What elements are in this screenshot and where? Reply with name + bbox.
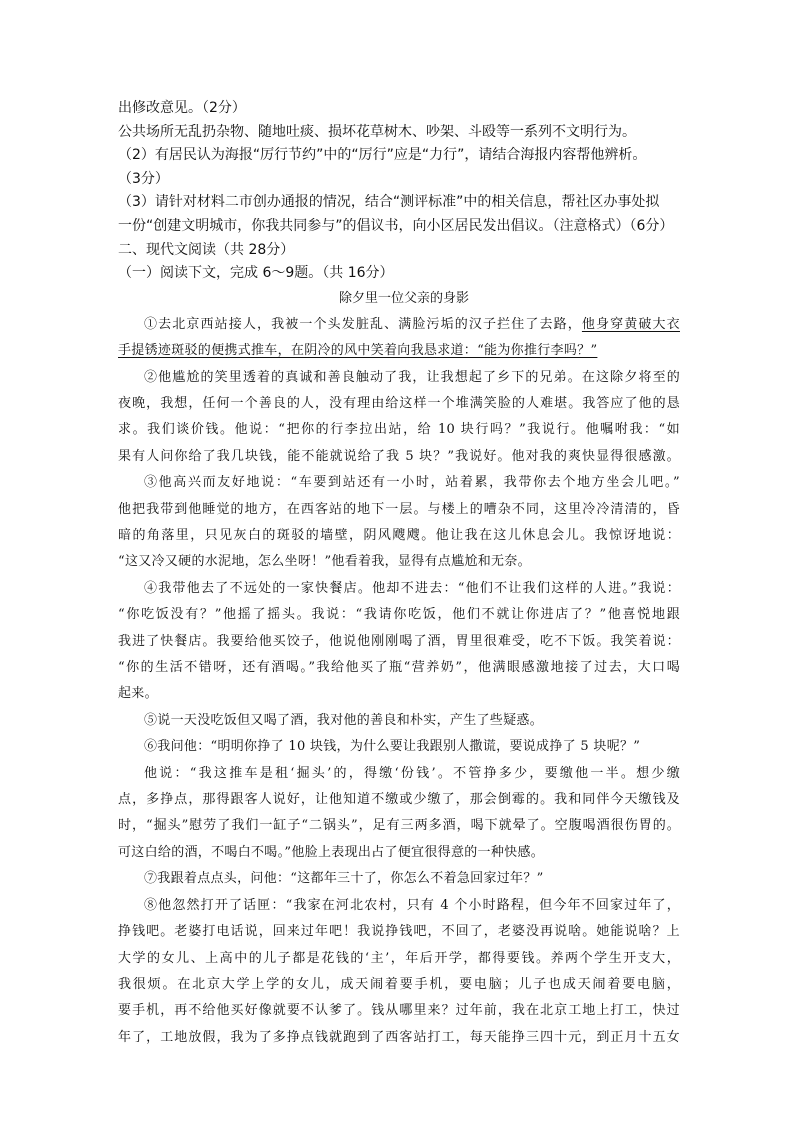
question-3-line-2: 一份“创建文明城市，你我共同参与”的倡议书，向小区居民发出倡议。（注意格式）（6分） xyxy=(118,217,674,234)
paragraph-4-line-3: 我进了快餐店。我要给他买饺子，他说他刚刚喝了酒，胃里很难受，吃不下饭。我笑着说： xyxy=(118,633,680,649)
article-title: 除夕里一位父亲的身影 xyxy=(338,290,469,306)
paragraph-3-line-3: 暗的角落里，只见灰白的斑驳的墙壁，阴风飕飕。他让我在这儿休息会儿。我惊讶地说： xyxy=(118,528,680,543)
underlined-phrase: 他身穿黄破大衣 xyxy=(581,316,680,332)
question-2-line-1: （2）有居民认为海报“厉行节约”中的“厉行”应是“力行”，请结合海报内容帮他辨析。 xyxy=(118,147,647,164)
paragraph-2-line-2: 夜晚，我想，任何一个善良的人，没有理由给这样一个堆满笑脸的人难堪。我答应了他的恳 xyxy=(118,395,680,411)
paragraph-6-line-2: 他说：“我这推车是租‘掘头’的，得缴‘份钱’。不管挣多少，要缴他一半。想少缴 xyxy=(144,765,680,781)
question-1-tail: 出修改意见。（2分） xyxy=(118,100,246,116)
paragraph-8-line-3: 大学的女儿、上高中的儿子都是花钱的‘主’，年后开学，都得要钱。养两个学生开支大， xyxy=(118,950,680,966)
paragraph-8-line-1: ⑧他忽然打开了话匣：“我家在河北农村，只有 4 个小时路程，但今年不回家过年了， xyxy=(144,897,680,913)
underlined-phrase-continued: 手提锈迹斑驳的便携式推车，在阴冷的风中笑着向我恳求道：“能为你推行李吗？” xyxy=(118,343,598,359)
paragraph-1-text: ①去北京西站接人，我被一个头发脏乱、满脸污垢的汉子拦住了去路， xyxy=(144,316,582,332)
paragraph-5-line-1: ⑤说一天没吃饭但又喝了酒，我对他的善良和朴实，产生了些疑惑。 xyxy=(144,712,544,728)
paragraph-8-line-2: 挣钱吧。老婆打电话说，回来过年吧！我说挣钱吧，不回了，老婆没再说啥。她能说啥？上 xyxy=(118,924,680,940)
paragraph-3-line-2: 他把我带到他睡觉的地方，在西客站的地下一层。与楼上的嘈杂不同，这里冷冷清清的，昏 xyxy=(118,501,680,517)
paragraph-4-line-2: “你吃饭没有？”他摇了摇头。我说：“我请你吃饭，他们不就让你进店了？”他喜悦地跟 xyxy=(118,607,680,623)
section-sub-heading: （一）阅读下文，完成 6～9题。（共 16分） xyxy=(118,265,394,282)
paragraph-6-line-3: 点，多挣点，那得跟客人说好，让他知道不缴或少缴了，那会倒霉的。我和同伴今天缴钱及 xyxy=(118,792,680,808)
question-2-line-2: （3分） xyxy=(118,170,169,187)
paragraph-4-line-4: “你的生活不错呀，还有酒喝。”我给他买了瓶“营养奶”，他满眼感激地接了过去，大口喝 xyxy=(118,660,680,676)
document-page xyxy=(118,96,680,1051)
paragraph-2-line-3: 求。我们谈价钱。他说：“把你的行李拉出站，给 10 块行吗？”我说行。他嘱咐我：“如 xyxy=(118,422,680,438)
paragraph-8-line-4: 我很烦。在北京大学上学的女儿，成天闹着要手机，要电脑；儿子也成天闹着要电脑， xyxy=(118,976,680,992)
paragraph-6-line-4: 时，“掘头”慰劳了我们一缸子“二锅头”，足有三两多酒，喝下就晕了。空腹喝酒很伤胃的。 xyxy=(118,818,680,834)
paragraph-8-line-5: 要手机，再不给他买好像就要不认爹了。钱从哪里来？过年前，我在北京工地上打工，快过 xyxy=(118,1003,680,1019)
question-1-sentence: 公共场所无乱扔杂物、随地吐痰、损坏花草树木、吵架、斗殴等一系列不文明行为。 xyxy=(118,123,636,140)
paragraph-2-line-1: ②他尴尬的笑里透着的真诚和善良触动了我，让我想起了乡下的兄弟。在这除夕将至的 xyxy=(144,369,680,385)
paragraph-3-line-1: ③他高兴而友好地说：“车要到站还有一小时，站着累，我带你去个地方坐会儿吧。” xyxy=(144,475,680,491)
paragraph-1-line-2 xyxy=(118,338,680,364)
paragraph-7-line-1: ⑦我跟着点点头，问他：“这都年三十了，你怎么不着急回家过年？” xyxy=(144,871,544,887)
paragraph-6-line-5: 可这白给的酒，不喝白不喝。”他脸上表现出占了便宜很得意的一种快感。 xyxy=(118,844,545,860)
paragraph-6-line-1: ⑥我问他：“明明你挣了 10 块钱，为什么要让我跟别人撒谎，要说成挣了 5 块呢？” xyxy=(144,739,641,755)
paragraph-1-line-1 xyxy=(118,312,680,338)
paragraph-3-line-4: “这又冷又硬的水泥地，怎么坐呀！”他看着我，显得有点尴尬和无奈。 xyxy=(118,554,531,570)
paragraph-2-line-4: 果有人问你给了我几块钱，能不能就说给了我 5 块？”我说好。他对我的爽快显得很感激。 xyxy=(118,448,680,464)
section-heading: 二、现代文阅读（共 28分） xyxy=(118,241,295,258)
paragraph-8-line-6: 年了，工地放假，我为了多挣点钱就跑到了西客站打工，每天能挣三四十元，到正月十五女 xyxy=(118,1029,680,1045)
question-3-line-1: （3）请针对材料二市创办通报的情况，结合“测评标准”中的相关信息，帮社区办事处拟 xyxy=(118,194,660,211)
paragraph-4-line-5: 起来。 xyxy=(118,686,158,702)
paragraph-4-line-1: ④我带他去了不远处的一家快餐店。他却不进去：“他们不让我们这样的人进。”我说： xyxy=(144,580,680,596)
